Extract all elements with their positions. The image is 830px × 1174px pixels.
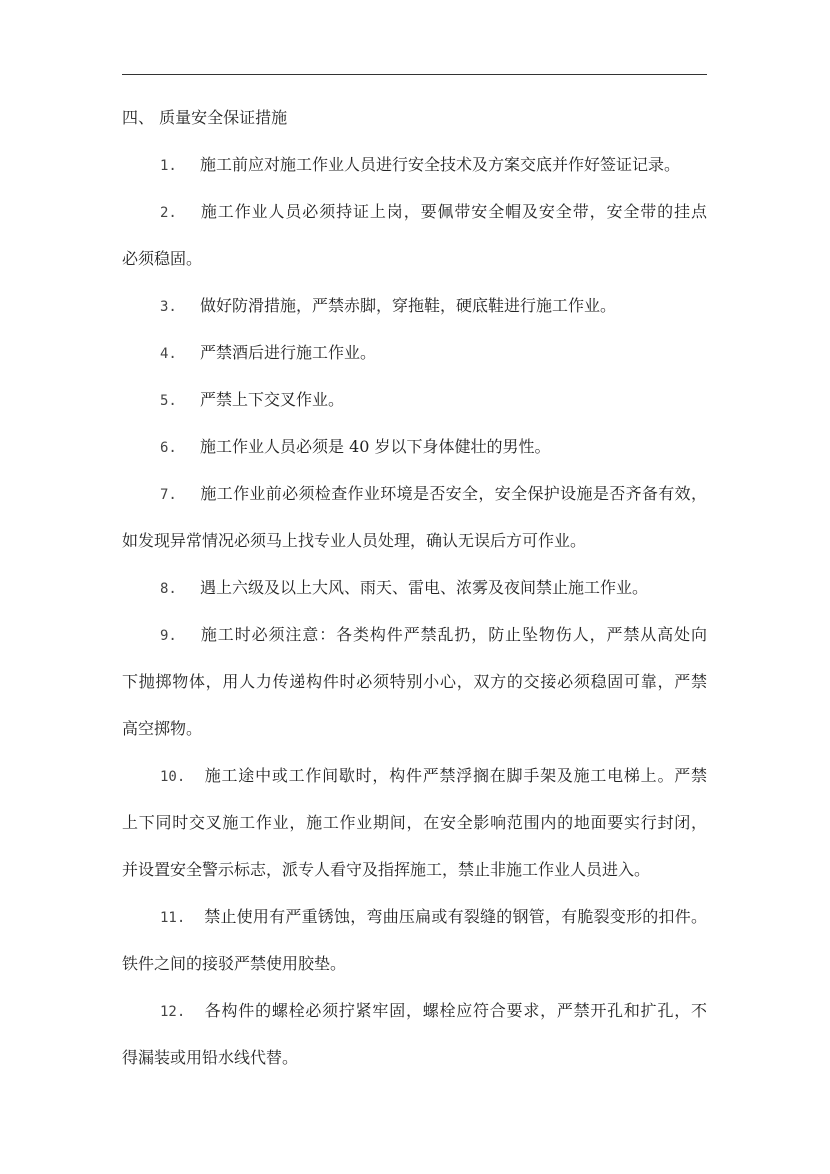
list-item <box>122 329 707 376</box>
list-item <box>122 423 707 470</box>
list-item <box>122 564 707 611</box>
item-text: 施工途中或工作间歇时，构件严禁浮搁在脚手架及施工电梯上。严禁 <box>204 766 707 785</box>
list-item <box>122 987 707 1081</box>
header-rule <box>122 74 707 75</box>
item-first-line <box>122 141 707 188</box>
item-text: 严禁上下交叉作业。 <box>200 390 345 409</box>
item-text: 施工作业人员必须是 40 岁以下身体健壮的男性。 <box>200 437 551 456</box>
item-text: 严禁酒后进行施工作业。 <box>200 343 377 362</box>
item-first-line <box>122 423 707 470</box>
item-text: 高空掷物。 <box>122 719 203 738</box>
item-number: 9. <box>160 628 177 644</box>
item-first-line <box>122 611 707 658</box>
list-item <box>122 376 707 423</box>
list-item <box>122 470 707 564</box>
item-number: 12. <box>160 1004 186 1020</box>
item-continuation-line <box>122 940 707 987</box>
item-number: 11. <box>160 910 186 926</box>
item-continuation-line <box>122 658 707 705</box>
item-number: 4. <box>160 346 177 362</box>
item-text: 各构件的螺栓必须拧紧牢固，螺栓应符合要求，严禁开孔和扩孔，不 <box>204 1001 707 1020</box>
item-first-line <box>122 893 707 940</box>
item-number: 1. <box>160 158 177 174</box>
item-text: 施工时必须注意：各类构件严禁乱扔，防止坠物伤人，严禁从高处向 <box>200 625 707 644</box>
item-text: 遇上六级及以上大风、雨天、雷电、浓雾及夜间禁止施工作业。 <box>200 578 649 597</box>
item-continuation-line <box>122 799 707 846</box>
item-text: 并设置安全警示标志，派专人看守及指挥施工，禁止非施工作业人员进入。 <box>122 860 651 879</box>
item-first-line <box>122 752 707 799</box>
measures-list <box>122 141 707 1081</box>
list-item <box>122 141 707 188</box>
item-number: 7. <box>160 487 177 503</box>
item-first-line <box>122 376 707 423</box>
item-text: 上下同时交叉施工作业，施工作业期间，在安全影响范围内的地面要实行封闭， <box>122 813 707 832</box>
list-item <box>122 282 707 329</box>
item-text: 施工前应对施工作业人员进行安全技术及方案交底并作好签证记录。 <box>200 155 681 174</box>
item-continuation-line <box>122 517 707 564</box>
item-number: 5. <box>160 393 177 409</box>
item-continuation-line <box>122 705 707 752</box>
list-item <box>122 611 707 752</box>
list-item <box>122 752 707 893</box>
item-continuation-line <box>122 1034 707 1081</box>
item-first-line <box>122 470 707 517</box>
item-text: 禁止使用有严重锈蚀，弯曲压扁或有裂缝的钢管，有脆裂变形的扣件。 <box>204 907 707 926</box>
item-text: 施工作业人员必须持证上岗，要佩带安全帽及安全带，安全带的挂点 <box>200 202 707 221</box>
item-continuation-line <box>122 846 707 893</box>
item-text: 得漏装或用铅水线代替。 <box>122 1048 299 1067</box>
item-continuation-line <box>122 235 707 282</box>
item-first-line <box>122 329 707 376</box>
item-first-line <box>122 987 707 1034</box>
list-item <box>122 188 707 282</box>
item-text: 下抛掷物体，用人力传递构件时必须特别小心，双方的交接必须稳固可靠，严禁 <box>122 672 707 691</box>
item-text: 做好防滑措施，严禁赤脚，穿拖鞋，硬底鞋进行施工作业。 <box>200 296 617 315</box>
section-heading: 四、 质量安全保证措施 <box>122 108 288 127</box>
item-first-line <box>122 188 707 235</box>
item-number: 8. <box>160 581 177 597</box>
item-number: 3. <box>160 299 177 315</box>
item-first-line <box>122 282 707 329</box>
list-item <box>122 893 707 987</box>
item-number: 2. <box>160 205 177 221</box>
item-number: 6. <box>160 440 177 456</box>
document-body <box>122 94 707 1081</box>
item-number: 10. <box>160 769 186 785</box>
item-text: 铁件之间的接驳严禁使用胶垫。 <box>122 954 347 973</box>
item-text: 必须稳固。 <box>122 249 203 268</box>
item-text: 如发现异常情况必须马上找专业人员处理，确认无误后方可作业。 <box>122 531 587 550</box>
item-text: 施工作业前必须检查作业环境是否安全，安全保护设施是否齐备有效， <box>200 484 707 503</box>
item-first-line <box>122 564 707 611</box>
